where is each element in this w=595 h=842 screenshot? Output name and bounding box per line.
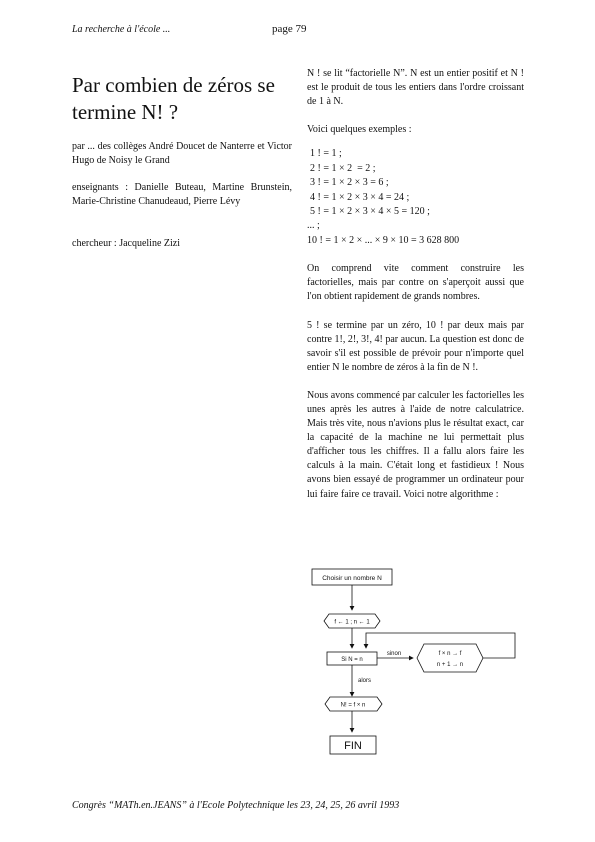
teachers: enseignants : Danielle Buteau, Martine Brunstein, Marie-Christine Chanudeaud, Pierre Lévy: [72, 182, 292, 207]
start-label: Choisir un nombre N: [322, 575, 382, 582]
authors: par ... des collèges André Doucet de Nanterre et Victor Hugo de Noisy le Grand: [72, 141, 292, 166]
init-label: f ← 1 ; n ← 1: [334, 619, 370, 626]
examples-list: [307, 147, 524, 248]
example-line: 5 ! = 1 × 2 × 3 × 4 × 5 = 120 ;: [310, 206, 430, 217]
running-header: La recherche à l'école ...: [72, 24, 171, 35]
page-number: page 79: [272, 23, 307, 35]
loop-label-2: n + 1 → n: [436, 662, 464, 668]
paragraph-3: 5 ! se termine par un zéro, 10 ! par deux mais par contre 1!, 2!, 3!, 4! par aucun. La question est donc de savoir s'il est possible de prévoir pour n'importe quel entier N le nombre de zéros à la fin de N !.: [307, 319, 524, 373]
paragraph-4: Nous avons commencé par calculer les factorielles les unes après les autres à l'aide de notre calculatrice. Mais très vite, nous n'avions plus le résultat exact, car la capacité de la machine ne lui permettait plus d'afficher tous les chiffres. Il a fallu alors faire les calculs à la main. C'était long et fastidieux ! Nous avons bien essayé de programmer un ordinateur pour lui faire faire ce travail. Voici notre algorithme :: [307, 389, 524, 500]
paragraph-2: On comprend vite comment construire les factorielles, mais par contre on s'aperçoit aussi que l'on obtient rapidement de grands nombres.: [307, 263, 524, 303]
example-line: 4 ! = 1 × 2 × 3 × 4 = 24 ;: [310, 191, 410, 203]
example-line: 2 ! = 1 × 2 = 2 ;: [310, 162, 376, 174]
intro-paragraph: N ! se lit “factorielle N”. N est un entier positif et N ! est le produit de tous les entiers dans l'ordre croissant de 1 à N.: [307, 68, 524, 108]
article-title: Par combien de zéros se termine N! ?: [72, 73, 275, 124]
example-line: 3 ! = 1 × 2 × 3 = 6 ;: [310, 177, 389, 189]
algorithm-flowchart: [300, 564, 530, 764]
result-label: N! = f × n: [340, 702, 366, 709]
researcher: chercheur : Jacqueline Zizi: [72, 238, 180, 249]
loop-label-1: f × n → f: [438, 651, 462, 657]
examples-intro: Voici quelques exemples :: [307, 124, 412, 136]
test-label: Si N = n: [341, 657, 363, 663]
page-footer: Congrès “MATh.en.JEANS” à l'Ecole Polytechnique les 23, 24, 25, 26 avril 1993: [72, 800, 400, 811]
main-column: [307, 67, 524, 516]
sinon-label: sinon: [386, 651, 402, 657]
example-line: ... ;: [307, 220, 320, 232]
example-line: 10 ! = 1 × 2 × ... × 9 × 10 = 3 628 800: [307, 234, 460, 246]
end-label: FIN: [344, 740, 362, 752]
example-line: 1 ! = 1 ;: [310, 148, 342, 160]
alors-label: alors: [358, 678, 372, 684]
